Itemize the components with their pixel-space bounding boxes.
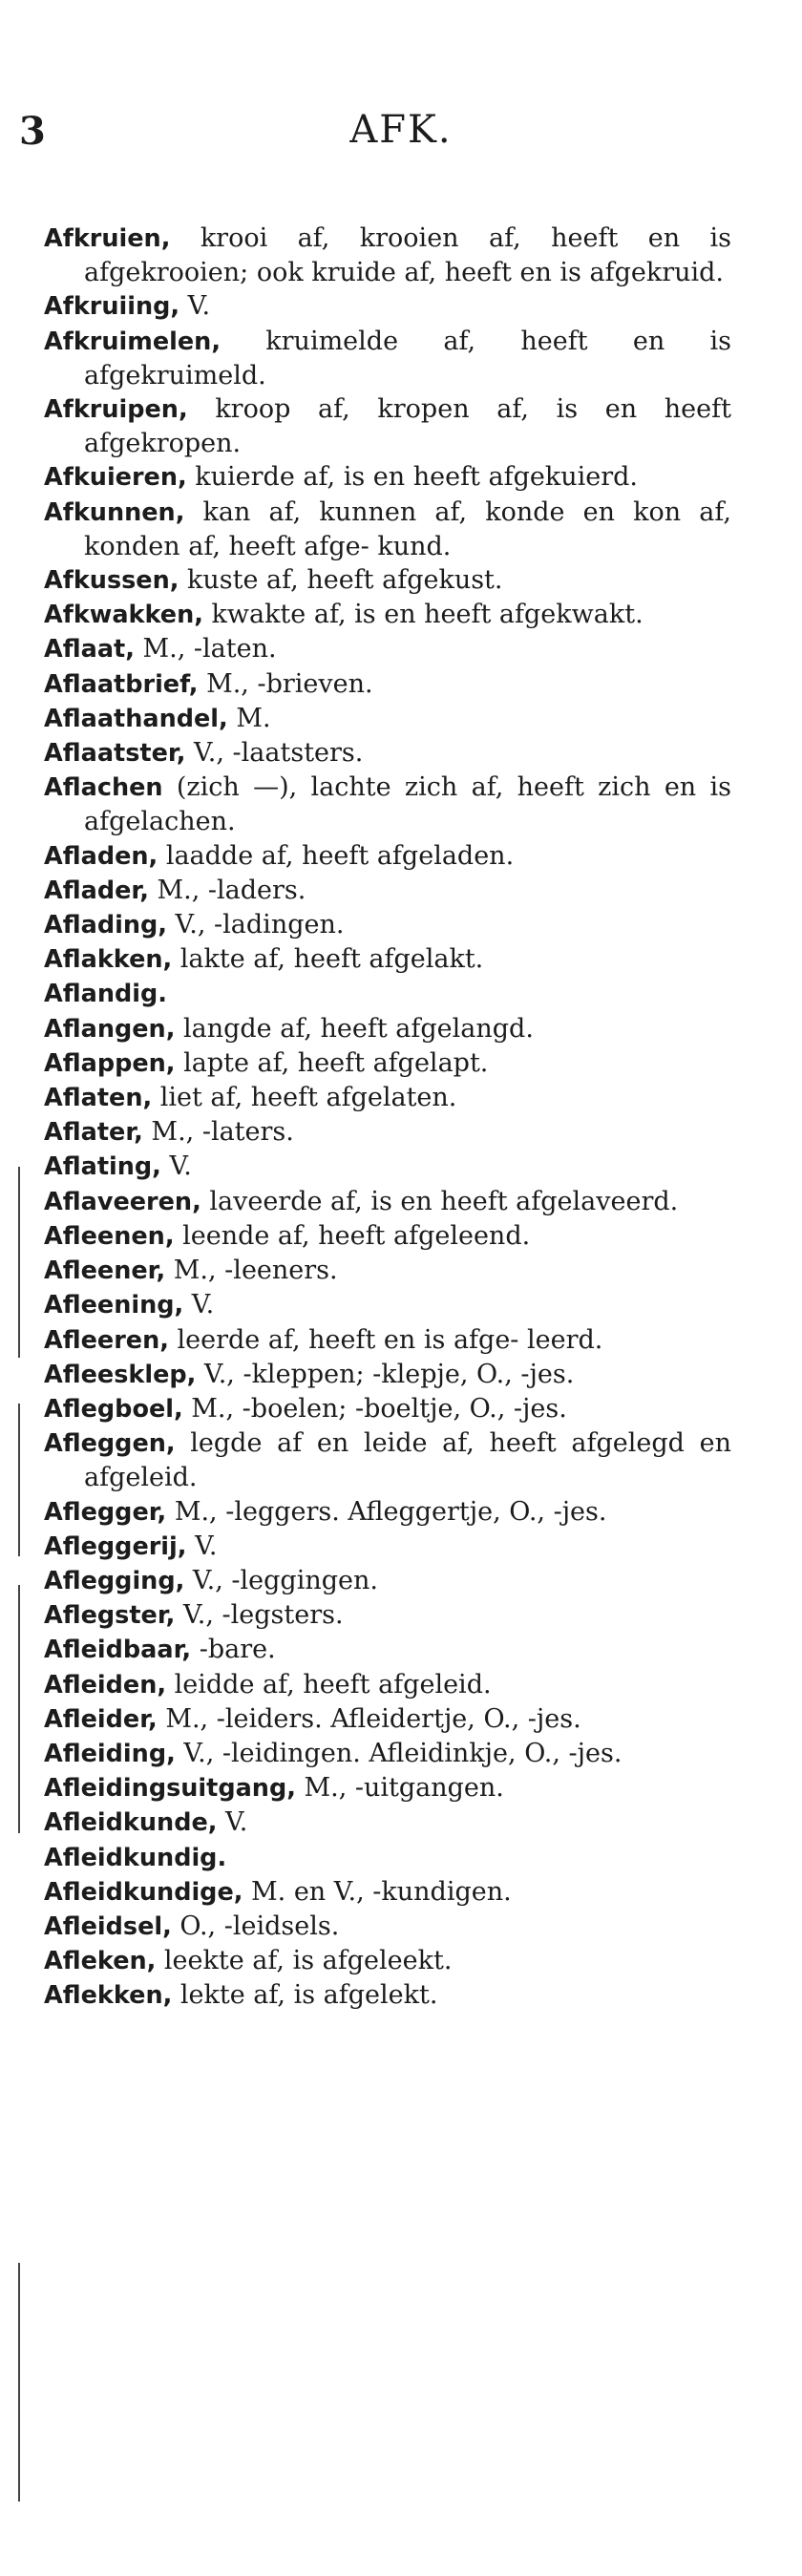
entry-definition: legde af en leide af, heeft afgelegd en afgeleid.	[84, 1428, 731, 1493]
entry-headword: Aflangen,	[44, 1014, 176, 1044]
entry-headword: Aflading,	[44, 911, 167, 940]
entry-definition: kruimelde af, heeft en is afgekruimeld.	[84, 326, 731, 391]
entry-definition: M., -brieven.	[198, 668, 373, 699]
entry-headword: Aflachen	[44, 773, 163, 803]
entry-headword: Afleening,	[44, 1291, 184, 1320]
entry-definition: lekte af, is afgelekt.	[172, 1980, 438, 2011]
entry-definition: kan af, kunnen af, konde en kon af, konden af, heeft afge- kund.	[84, 496, 731, 561]
entry-headword: Afleidingsuitgang,	[44, 1774, 296, 1804]
entry-definition: M., -leeners.	[165, 1256, 338, 1286]
entry-headword: Afkruiing,	[44, 292, 180, 322]
entry-definition: M.	[227, 703, 271, 733]
dictionary-entry	[44, 1771, 731, 1805]
dictionary-entry	[44, 942, 731, 977]
entry-headword: Aflaatster,	[44, 739, 186, 769]
entry-headword: Afleenen,	[44, 1221, 175, 1251]
entry-headword: Aflandig.	[44, 980, 167, 1009]
entry-headword: Aflappen,	[44, 1048, 176, 1078]
dictionary-entry	[44, 1564, 731, 1598]
dictionary-entry	[44, 1358, 731, 1392]
entry-definition: M., -leiders. Afleidertje, O., -jes.	[157, 1703, 581, 1734]
dictionary-entry	[44, 1012, 731, 1046]
dictionary-entry	[44, 460, 731, 495]
entry-headword: Afkruimelen,	[44, 327, 221, 356]
entry-headword: Aflaveeren,	[44, 1187, 201, 1216]
entry-definition: V., -legsters.	[175, 1600, 344, 1631]
dictionary-entry	[44, 839, 731, 874]
entry-definition: O., -leidsels.	[171, 1911, 340, 1941]
entry-definition: -bare.	[191, 1635, 276, 1665]
entry-definition: kwakte af, is en heeft afgekwakt.	[202, 600, 644, 630]
entry-definition: M., -laters.	[142, 1117, 294, 1148]
entry-definition: lapte af, heeft afgelapt.	[175, 1047, 489, 1078]
dictionary-entry	[44, 1910, 731, 1944]
entry-definition: krooi af, krooien af, heeft en is afgekrooien; ook kruide af, heeft en is afgekruid.	[84, 223, 731, 288]
entry-definition: leekte af, is afgeleekt.	[156, 1946, 453, 1976]
entry-definition: M., -boelen; -boeltje, O., -jes.	[182, 1393, 567, 1424]
dictionary-entry	[44, 1702, 731, 1737]
dictionary-entry	[44, 1323, 731, 1358]
entry-headword: Aflegger,	[44, 1497, 167, 1527]
dictionary-entry	[44, 325, 731, 392]
dictionary-entry	[44, 289, 731, 324]
entry-headword: Afleggerij,	[44, 1531, 187, 1561]
dictionary-entry	[44, 1633, 731, 1667]
entry-headword: Afleiden,	[44, 1670, 167, 1700]
dictionary-entry	[44, 771, 731, 838]
entry-headword: Afkruien,	[44, 224, 171, 253]
margin-line	[18, 1404, 20, 1556]
entry-headword: Afkuieren,	[44, 463, 187, 493]
entry-definition: M., -laders.	[148, 875, 306, 905]
entry-definition: M., -leggers. Afleggertje, O., -jes.	[166, 1496, 607, 1527]
entry-headword: Aflater,	[44, 1118, 143, 1148]
entry-headword: Aflaten,	[44, 1084, 153, 1113]
dictionary-entry	[44, 1392, 731, 1426]
dictionary-entry	[44, 1426, 731, 1494]
entry-definition: M., -uitgangen.	[295, 1773, 504, 1804]
entry-definition: V.	[179, 291, 211, 322]
entry-definition: kuierde af, is en heeft afgekuierd.	[186, 462, 638, 493]
entry-headword: Afkunnen,	[44, 497, 185, 527]
entry-headword: Afleiding,	[44, 1739, 176, 1768]
entry-headword: Aflaat,	[44, 635, 135, 665]
entry-headword: Afladen,	[44, 841, 158, 871]
entry-headword: Afleidkunde,	[44, 1808, 218, 1838]
entry-definition: leerde af, heeft en is afge- leerd.	[168, 1324, 603, 1355]
entry-definition: liet af, heeft afgelaten.	[152, 1083, 457, 1113]
entry-headword: Aflakken,	[44, 945, 173, 975]
margin-line	[18, 1585, 20, 1833]
entry-definition: V., -ladingen.	[166, 910, 345, 940]
dictionary-entry	[44, 874, 731, 908]
dictionary-entry	[44, 1150, 731, 1184]
dictionary-entry	[44, 667, 731, 702]
dictionary-entry	[44, 496, 731, 563]
entry-definition: kuste af, heeft afgekust.	[179, 565, 503, 596]
dictionary-entry	[44, 1978, 731, 2013]
entry-headword: Aflekken,	[44, 1981, 173, 2011]
entry-list	[44, 222, 731, 2014]
entry-headword: Afleeren,	[44, 1325, 169, 1355]
dictionary-entry	[44, 598, 731, 632]
dictionary-entry	[44, 1598, 731, 1633]
dictionary-entry	[44, 222, 731, 289]
entry-definition: V.	[217, 1807, 248, 1838]
entry-headword: Afkussen,	[44, 566, 179, 596]
dictionary-entry	[44, 1185, 731, 1219]
entry-headword: Afkwakken,	[44, 601, 203, 630]
dictionary-entry	[44, 908, 731, 942]
entry-headword: Aflaathandel,	[44, 704, 228, 733]
dictionary-entry	[44, 1737, 731, 1771]
dictionary-entry	[44, 977, 731, 1011]
entry-headword: Aflating,	[44, 1152, 161, 1182]
dictionary-entry	[44, 563, 731, 598]
entry-definition: V.	[183, 1290, 215, 1320]
entry-definition: V., -leggingen.	[184, 1565, 378, 1595]
dictionary-entry	[44, 1495, 731, 1530]
entry-definition: leende af, heeft afgeleend.	[174, 1220, 531, 1251]
entry-definition: V.	[160, 1151, 192, 1182]
entry-headword: Afleidkundig.	[44, 1843, 227, 1872]
entry-headword: Afleener,	[44, 1256, 166, 1286]
entry-headword: Afleidbaar,	[44, 1636, 192, 1665]
entry-definition: laveerde af, is en heeft afgelaveerd.	[200, 1186, 679, 1216]
entry-headword: Aflegboel,	[44, 1394, 183, 1424]
entry-definition: langde af, heeft afgelangd.	[175, 1013, 534, 1044]
entry-headword: Aflader,	[44, 876, 149, 905]
entry-headword: Aflegging,	[44, 1566, 185, 1595]
running-head: AFK.	[349, 108, 453, 152]
entry-definition: laadde af, heeft afgeladen.	[158, 840, 515, 871]
dictionary-entry	[44, 1841, 731, 1875]
entry-definition: leidde af, heeft afgeleid.	[166, 1669, 492, 1700]
entry-definition: V., -kleppen; -klepje, O., -jes.	[196, 1359, 575, 1389]
dictionary-entry	[44, 1805, 731, 1840]
dictionary-entry	[44, 1668, 731, 1702]
entry-definition: V., -leidingen. Afleidinkje, O., -jes.	[175, 1738, 623, 1768]
entry-definition: M. en V., -kundigen.	[243, 1876, 512, 1907]
dictionary-entry	[44, 1115, 731, 1150]
entry-headword: Aflaatbrief,	[44, 669, 199, 699]
dictionary-entry	[44, 1875, 731, 1910]
entry-headword: Afleidsel,	[44, 1911, 172, 1941]
dictionary-entry	[44, 1046, 731, 1081]
page-number: 3	[19, 109, 46, 154]
dictionary-entry	[44, 1944, 731, 1978]
dictionary-entry	[44, 1254, 731, 1288]
dictionary-entry	[44, 702, 731, 736]
entry-headword: Aflegster,	[44, 1601, 176, 1631]
entry-headword: Afleesklep,	[44, 1360, 197, 1389]
entry-definition: kroop af, kropen af, is en heeft afgekropen.	[84, 394, 731, 459]
entry-headword: Afleidkundige,	[44, 1877, 243, 1907]
entry-definition: lakte af, heeft afgelakt.	[172, 944, 484, 975]
dictionary-entry	[44, 1219, 731, 1254]
margin-line	[18, 2263, 20, 2502]
entry-definition: (zich —), lachte zich af, heeft zich en is afgelachen.	[84, 772, 731, 837]
dictionary-entry	[44, 632, 731, 666]
entry-headword: Afleider,	[44, 1704, 158, 1734]
entry-definition: V., -laatsters.	[185, 738, 364, 769]
dictionary-entry	[44, 1081, 731, 1115]
dictionary-entry	[44, 1288, 731, 1322]
dictionary-entry	[44, 392, 731, 460]
entry-headword: Afleken,	[44, 1947, 157, 1976]
entry-definition: M., -laten.	[134, 634, 277, 665]
dictionary-entry	[44, 736, 731, 771]
margin-line	[18, 1167, 20, 1358]
dictionary-entry	[44, 1530, 731, 1564]
entry-headword: Afleggen,	[44, 1429, 176, 1459]
entry-headword: Afkruipen,	[44, 395, 188, 425]
entry-definition: V.	[186, 1531, 218, 1561]
